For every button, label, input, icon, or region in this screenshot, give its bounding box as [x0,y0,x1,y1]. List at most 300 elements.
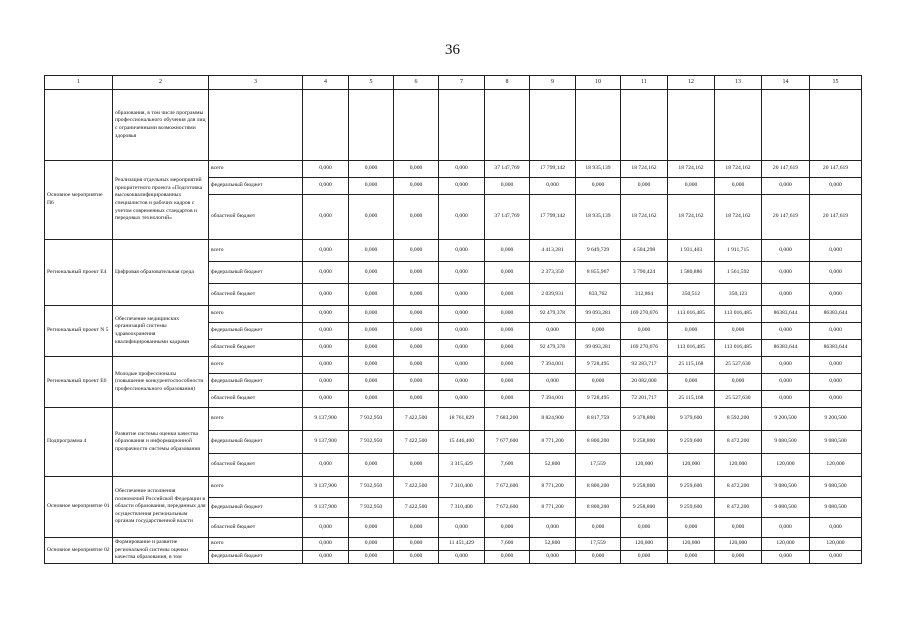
header-cell: 4 [303,76,349,90]
value-cell: 0,000 [349,195,394,240]
header-cell: 5 [349,76,394,90]
table-row [45,240,862,262]
value-cell: 86383,644 [762,340,810,357]
value-cell: 0,000 [762,518,810,538]
value-cell: 0,000 [394,518,439,538]
value-cell: 7 683,200 [485,408,530,431]
value-cell: 7 394,001 [530,357,576,374]
value-cell: 0,000 [303,340,349,357]
activity-name-cell: Реализация отдельных мероприятий приоритетного проекта «Подготовка высококвалифицированных специалистов и рабочих кадров с учетом современных стандартов и передовых технологий» [113,161,209,240]
value-cell: 86383,644 [810,306,862,323]
funding-source-cell: областной бюджет [209,195,303,240]
value-cell: 0,000 [439,518,485,538]
empty-cell [439,90,485,161]
value-cell: 20 147,619 [810,195,862,240]
value-cell: 8 771,200 [530,498,576,518]
empty-cell [621,90,668,161]
value-cell: 92 479,378 [530,340,576,357]
empty-cell [45,90,113,161]
value-cell: 0,000 [668,374,715,391]
value-cell: 0,000 [668,178,715,195]
value-cell: 0,000 [576,551,621,564]
value-cell: 0,000 [762,391,810,408]
value-cell: 0,000 [810,323,862,340]
value-cell: 1 931,403 [668,240,715,262]
value-cell: 0,000 [485,284,530,306]
value-cell: 0,000 [394,538,439,551]
value-cell: 3 315,429 [439,454,485,477]
value-cell: 17 799,142 [530,161,576,178]
value-cell: 0,000 [576,178,621,195]
value-cell: 9 649,729 [576,240,621,262]
value-cell: 9 137,900 [303,477,349,498]
value-cell: 120,000 [762,538,810,551]
value-cell: 7 672,600 [485,498,530,518]
value-cell: 72 201,717 [621,391,668,408]
value-cell: 0,000 [303,518,349,538]
activity-code-cell: Региональный проект Е4 [45,240,113,306]
value-cell: 8 472,200 [715,431,762,454]
header-cell: 8 [485,76,530,90]
funding-source-cell: областной бюджет [209,340,303,357]
value-cell: 7 422,500 [394,408,439,431]
value-cell: 20 147,619 [810,161,862,178]
value-cell: 0,000 [394,262,439,284]
value-cell: 0,000 [303,284,349,306]
value-cell: 37 147,769 [485,161,530,178]
continuation-row [45,90,862,161]
value-cell: 0,000 [485,391,530,408]
value-cell: 0,000 [349,284,394,306]
value-cell: 120,000 [810,538,862,551]
value-cell: 9 080,500 [810,431,862,454]
value-cell: 0,000 [715,374,762,391]
continuation-text: образования, в том числе программы профессионального обучения для лиц с ограниченными возможностями здоровья [113,90,209,161]
value-cell: 17,559 [576,454,621,477]
value-cell: 0,000 [715,323,762,340]
value-cell: 0,000 [810,391,862,408]
funding-source-cell: всего [209,357,303,374]
empty-cell [530,90,576,161]
funding-source-cell: всего [209,306,303,323]
value-cell: 7 932,950 [349,498,394,518]
value-cell: 0,000 [394,340,439,357]
value-cell: 0,000 [621,323,668,340]
value-cell: 0,000 [349,391,394,408]
value-cell: 120,000 [621,538,668,551]
value-cell: 9 258,800 [621,477,668,498]
value-cell: 0,000 [762,374,810,391]
value-cell: 0,000 [349,357,394,374]
value-cell: 9 200,500 [762,408,810,431]
value-cell: 9 137,900 [303,431,349,454]
value-cell: 4 413,281 [530,240,576,262]
activity-code-cell: Основное мероприятие 02 [45,538,113,564]
value-cell: 0,000 [349,340,394,357]
value-cell: 9 378,800 [621,408,668,431]
value-cell: 0,000 [303,195,349,240]
value-cell: 0,000 [810,284,862,306]
value-cell: 0,000 [303,240,349,262]
value-cell: 0,000 [762,357,810,374]
value-cell: 0,000 [485,357,530,374]
header-cell: 14 [762,76,810,90]
value-cell: 0,000 [439,340,485,357]
value-cell: 113 016,485 [668,306,715,323]
header-cell: 10 [576,76,621,90]
value-cell: 0,000 [621,551,668,564]
value-cell: 0,000 [621,178,668,195]
activity-code-cell: Основное мероприятие 01 [45,477,113,538]
empty-cell [810,90,862,161]
value-cell: 0,000 [762,323,810,340]
funding-source-cell: федеральный бюджет [209,323,303,340]
value-cell: 0,000 [303,357,349,374]
value-cell: 0,000 [668,518,715,538]
value-cell: 17,559 [576,538,621,551]
activity-name-cell: Развитие системы оценки качества образования и информационной прозрачности системы образования [113,408,209,477]
header-cell: 9 [530,76,576,90]
value-cell: 8 800,200 [576,498,621,518]
empty-cell [715,90,762,161]
value-cell: 0,000 [394,551,439,564]
value-cell: 120,000 [621,454,668,477]
value-cell: 0,000 [762,178,810,195]
value-cell: 0,000 [530,178,576,195]
value-cell: 18 724,162 [715,161,762,178]
value-cell: 25 115,168 [668,357,715,374]
funding-source-cell: всего [209,408,303,431]
value-cell: 0,000 [303,454,349,477]
value-cell: 0,000 [485,178,530,195]
funding-source-cell: всего [209,161,303,178]
table-row [45,408,862,431]
activity-name-cell: Молодые профессионалы (повышение конкурентоспособности профессионального образования) [113,357,209,408]
value-cell: 52,800 [530,538,576,551]
value-cell: 20 082,000 [621,374,668,391]
value-cell: 0,000 [394,195,439,240]
value-cell: 9 258,800 [621,431,668,454]
value-cell: 99 093,281 [576,340,621,357]
value-cell: 18 724,162 [621,195,668,240]
value-cell: 0,000 [349,538,394,551]
funding-source-cell: всего [209,240,303,262]
value-cell: 18 724,162 [668,195,715,240]
value-cell: 120,000 [810,454,862,477]
funding-source-cell: областной бюджет [209,518,303,538]
empty-cell [762,90,810,161]
table-row [45,477,862,498]
value-cell: 0,000 [349,161,394,178]
table-body [45,90,862,564]
header-cell: 1 [45,76,113,90]
value-cell: 0,000 [485,323,530,340]
value-cell: 8 472,200 [715,498,762,518]
value-cell: 120,000 [762,454,810,477]
value-cell: 0,000 [810,262,862,284]
header-cell: 15 [810,76,862,90]
value-cell: 37 147,769 [485,195,530,240]
value-cell: 20 147,619 [762,195,810,240]
value-cell: 120,000 [715,454,762,477]
value-cell: 0,000 [576,518,621,538]
empty-cell [394,90,439,161]
value-cell: 0,000 [485,340,530,357]
value-cell: 7 932,950 [349,477,394,498]
empty-cell [668,90,715,161]
value-cell: 0,000 [303,323,349,340]
value-cell: 0,000 [439,195,485,240]
activity-code-cell: Основное мероприятие П6 [45,161,113,240]
value-cell: 0,000 [485,240,530,262]
value-cell: 0,000 [485,551,530,564]
value-cell: 9 728,495 [576,391,621,408]
header-cell: 13 [715,76,762,90]
value-cell: 0,000 [349,178,394,195]
page-number: 36 [445,42,460,58]
value-cell: 0,000 [394,178,439,195]
value-cell: 7 422,500 [394,498,439,518]
value-cell: 0,000 [394,240,439,262]
table-row [45,161,862,178]
value-cell: 0,000 [349,262,394,284]
value-cell: 9 259,600 [668,431,715,454]
value-cell: 7 932,950 [349,408,394,431]
value-cell: 8 824,900 [530,408,576,431]
value-cell: 18 761,829 [439,408,485,431]
value-cell: 7,600 [485,538,530,551]
value-cell: 20 147,619 [762,161,810,178]
empty-cell [485,90,530,161]
header-cell: 7 [439,76,485,90]
value-cell: 0,000 [762,240,810,262]
value-cell: 25 527,630 [715,391,762,408]
value-cell: 0,000 [621,518,668,538]
value-cell: 0,000 [485,518,530,538]
value-cell: 120,000 [668,538,715,551]
value-cell: 0,000 [303,374,349,391]
value-cell: 15 446,400 [439,431,485,454]
value-cell: 0,000 [349,551,394,564]
value-cell: 120,000 [668,454,715,477]
value-cell: 18 935,139 [576,161,621,178]
value-cell: 11 451,429 [439,538,485,551]
header-cell: 3 [209,76,303,90]
value-cell: 2 039,931 [530,284,576,306]
value-cell: 833,762 [576,284,621,306]
value-cell: 7 310,400 [439,477,485,498]
value-cell: 9 137,900 [303,408,349,431]
value-cell: 0,000 [485,262,530,284]
value-cell: 25 115,168 [668,391,715,408]
funding-source-cell: федеральный бюджет [209,551,303,564]
value-cell: 7 672,600 [485,477,530,498]
value-cell: 0,000 [394,357,439,374]
value-cell: 8 771,200 [530,477,576,498]
funding-source-cell: всего [209,538,303,551]
value-cell: 0,000 [485,306,530,323]
value-cell: 312,864 [621,284,668,306]
value-cell: 0,000 [530,323,576,340]
value-cell: 86383,644 [810,340,862,357]
value-cell: 7 310,400 [439,498,485,518]
budget-table [44,75,862,564]
value-cell: 25 527,630 [715,357,762,374]
value-cell: 0,000 [762,262,810,284]
value-cell: 113 016,485 [668,340,715,357]
value-cell: 0,000 [394,284,439,306]
value-cell: 9 259,600 [668,498,715,518]
funding-source-cell: федеральный бюджет [209,262,303,284]
value-cell: 0,000 [349,374,394,391]
value-cell: 0,000 [810,551,862,564]
value-cell: 1 911,715 [715,240,762,262]
value-cell: 0,000 [762,284,810,306]
value-cell: 0,000 [303,551,349,564]
value-cell: 0,000 [439,323,485,340]
value-cell: 9 259,600 [668,477,715,498]
activity-name-cell: Формирование и развитие региональной системы оценки качества образования, в том [113,538,209,564]
value-cell: 0,000 [715,178,762,195]
header-cell: 12 [668,76,715,90]
value-cell: 8 592,200 [715,408,762,431]
value-cell: 0,000 [439,551,485,564]
activity-name-cell: Обеспечение исполнения полномочий Российской Федерации в области образования, переданных для осуществления региональным органам государственной власти [113,477,209,538]
value-cell: 8 800,200 [576,477,621,498]
value-cell: 9 080,500 [810,477,862,498]
value-cell: 7 932,950 [349,431,394,454]
value-cell: 0,000 [439,240,485,262]
value-cell: 9 728,495 [576,357,621,374]
value-cell: 0,000 [349,454,394,477]
value-cell: 0,000 [394,306,439,323]
value-cell: 169 270,676 [621,306,668,323]
table-row [45,357,862,374]
value-cell: 8 771,200 [530,431,576,454]
value-cell: 0,000 [303,538,349,551]
value-cell: 0,000 [810,518,862,538]
value-cell: 0,000 [303,178,349,195]
funding-source-cell: областной бюджет [209,391,303,408]
value-cell: 0,000 [715,551,762,564]
value-cell: 9 200,500 [810,408,862,431]
value-cell: 99 093,281 [576,306,621,323]
value-cell: 1 561,592 [715,262,762,284]
value-cell: 0,000 [439,262,485,284]
value-cell: 0,000 [349,240,394,262]
value-cell: 0,000 [439,178,485,195]
value-cell: 0,000 [439,161,485,178]
value-cell: 169 270,676 [621,340,668,357]
empty-cell [209,90,303,161]
value-cell: 18 724,162 [715,195,762,240]
value-cell: 0,000 [439,391,485,408]
value-cell: 9 137,900 [303,498,349,518]
header-row [45,76,862,90]
activity-code-cell: Региональный проект Е6 [45,357,113,408]
value-cell: 0,000 [303,161,349,178]
value-cell: 1 580,886 [668,262,715,284]
table-row [45,306,862,323]
funding-source-cell: федеральный бюджет [209,431,303,454]
value-cell: 92 283,717 [621,357,668,374]
value-cell: 2 373,350 [530,262,576,284]
funding-source-cell: областной бюджет [209,454,303,477]
value-cell: 52,800 [530,454,576,477]
value-cell: 3 790,424 [621,262,668,284]
value-cell: 9 379,600 [668,408,715,431]
value-cell: 9 080,500 [762,477,810,498]
value-cell: 0,000 [762,551,810,564]
header-cell: 6 [394,76,439,90]
value-cell: 350,123 [715,284,762,306]
value-cell: 0,000 [810,178,862,195]
funding-source-cell: федеральный бюджет [209,498,303,518]
value-cell: 86383,644 [762,306,810,323]
value-cell: 0,000 [303,262,349,284]
value-cell: 18 724,162 [668,161,715,178]
value-cell: 0,000 [485,374,530,391]
empty-cell [576,90,621,161]
funding-source-cell: федеральный бюджет [209,374,303,391]
value-cell: 92 479,378 [530,306,576,323]
value-cell: 7 422,500 [394,477,439,498]
empty-cell [303,90,349,161]
value-cell: 8 855,967 [576,262,621,284]
value-cell: 0,000 [349,518,394,538]
value-cell: 0,000 [530,518,576,538]
header-cell: 2 [113,76,209,90]
value-cell: 0,000 [810,357,862,374]
value-cell: 0,000 [530,374,576,391]
header-cell: 11 [621,76,668,90]
value-cell: 113 016,485 [715,340,762,357]
value-cell: 0,000 [394,323,439,340]
value-cell: 0,000 [576,323,621,340]
value-cell: 4 504,298 [621,240,668,262]
value-cell: 0,000 [576,374,621,391]
activity-name-cell: Цифровая образовательная среда [113,240,209,306]
activity-code-cell: Региональный проект N 5 [45,306,113,357]
value-cell: 113 016,485 [715,306,762,323]
activity-code-cell: Подпрограмма 4 [45,408,113,477]
value-cell: 0,000 [349,306,394,323]
value-cell: 0,000 [715,518,762,538]
value-cell: 0,000 [810,240,862,262]
value-cell: 9 258,800 [621,498,668,518]
value-cell: 7 422,500 [394,431,439,454]
value-cell: 0,000 [394,374,439,391]
funding-source-cell: областной бюджет [209,284,303,306]
value-cell: 8 472,200 [715,477,762,498]
value-cell: 0,000 [668,323,715,340]
value-cell: 350,512 [668,284,715,306]
value-cell: 0,000 [810,374,862,391]
value-cell: 0,000 [439,306,485,323]
funding-source-cell: федеральный бюджет [209,178,303,195]
value-cell: 9 080,500 [762,498,810,518]
value-cell: 0,000 [439,357,485,374]
activity-name-cell: Обеспечение медицинских организаций системы здравоохранения квалифицированными кадрами [113,306,209,357]
value-cell: 8 817,759 [576,408,621,431]
empty-cell [349,90,394,161]
value-cell: 17 799,142 [530,195,576,240]
value-cell: 7 677,600 [485,431,530,454]
value-cell: 18 935,139 [576,195,621,240]
value-cell: 0,000 [303,391,349,408]
value-cell: 0,000 [530,551,576,564]
value-cell: 0,000 [439,374,485,391]
